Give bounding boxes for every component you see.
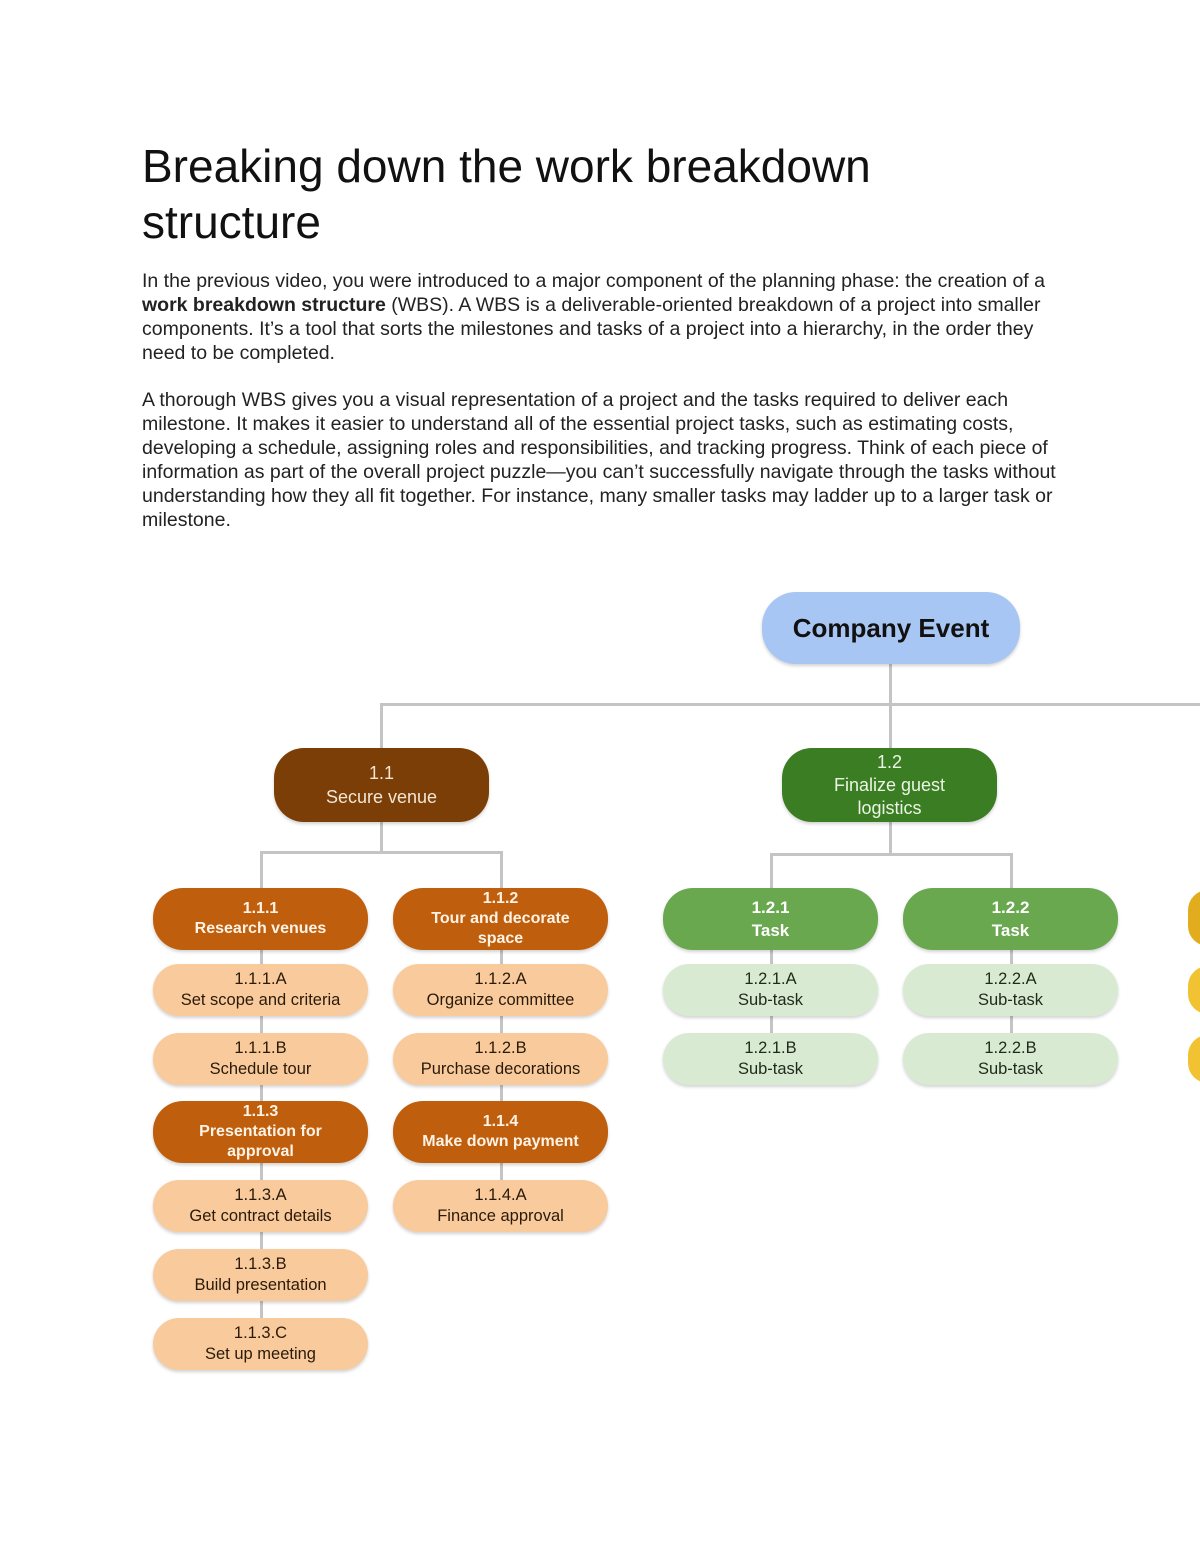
node-1-1-3-c [153, 1318, 368, 1370]
node-1-1-3 [153, 1101, 368, 1163]
connector [500, 851, 503, 889]
node-label: Set up meeting [205, 1345, 316, 1363]
node-1-2-1 [663, 888, 878, 950]
intro-text-start: In the previous video, you were introduced to a major component of the planning phase: the creation of a [142, 270, 1045, 292]
node-label: Make down payment [422, 1133, 579, 1150]
node-label: Finalize guest logistics [833, 774, 946, 818]
node-label: Set scope and criteria [180, 991, 341, 1009]
cutoff-node [1188, 1035, 1200, 1083]
page-title: Breaking down the work breakdown structure [142, 140, 871, 248]
node-label: Task [751, 921, 790, 940]
node-label: Organize committee [426, 991, 575, 1009]
node-id: 1.1.3 [242, 1103, 279, 1120]
node-id: 1.1.4 [482, 1113, 519, 1130]
wbs-term: work breakdown structure [142, 294, 386, 316]
node-1-1-1-a [153, 964, 368, 1016]
node-id: 1.1.2.A [474, 970, 527, 988]
node-label: Schedule tour [209, 1060, 312, 1078]
cutoff-node [1188, 966, 1200, 1014]
cutoff-node [1188, 890, 1200, 946]
wbs-diagram [0, 570, 1200, 1410]
connector [380, 820, 383, 852]
node-1-2-2-a [903, 964, 1118, 1016]
node-id: 1.1.1 [242, 900, 279, 917]
connector [260, 851, 503, 854]
connector [770, 853, 1013, 856]
connector [380, 703, 1200, 706]
node-label: Tour and decorate space [431, 910, 570, 947]
node-1-1-4 [393, 1101, 608, 1163]
intro-text-end: (WBS). A WBS is a deliverable-oriented breakdown of a project into smaller components. It’s a tool that sorts the milestones and tasks of a project into a hierarchy, in the order they need to be completed. [142, 294, 1041, 364]
node-1-1-2-b [393, 1033, 608, 1085]
node-label: Research venues [194, 920, 327, 937]
node-id: 1.1.4.A [474, 1186, 527, 1204]
node-id: 1.1.3.B [234, 1255, 287, 1273]
node-id: 1.2.1 [751, 898, 790, 917]
node-1-1 [274, 748, 489, 822]
connector [770, 853, 773, 889]
node-1-1-3-a [153, 1180, 368, 1232]
node-id: 1.1 [368, 763, 395, 783]
node-1-1-2 [393, 888, 608, 950]
node-label: Sub-task [977, 991, 1044, 1009]
node-id: 1.1.3.C [233, 1324, 288, 1342]
connector [1010, 853, 1013, 889]
node-id: 1.1.2 [482, 890, 519, 907]
connector [380, 703, 383, 748]
intro-paragraph [142, 269, 1062, 365]
node-label: Sub-task [737, 991, 804, 1009]
node-1-1-4-a [393, 1180, 608, 1232]
node-id: 1.2 [876, 751, 903, 772]
node-1-2-1-b [663, 1033, 878, 1085]
node-1-2-1-a [663, 964, 878, 1016]
node-1-1-1 [153, 888, 368, 950]
node-id: 1.2.1.B [744, 1039, 797, 1057]
node-id: 1.2.1.A [744, 970, 797, 988]
connector [260, 851, 263, 889]
node-label: Sub-task [977, 1060, 1044, 1078]
node-id: 1.2.2.B [984, 1039, 1037, 1057]
node-1-2 [782, 748, 997, 822]
node-id: 1.1.1.B [234, 1039, 287, 1057]
node-company-event [762, 592, 1020, 664]
node-1-2-2 [903, 888, 1118, 950]
node-1-1-1-b [153, 1033, 368, 1085]
node-label: Get contract details [189, 1207, 332, 1225]
node-1-1-2-a [393, 964, 608, 1016]
connector [889, 822, 892, 854]
node-id: 1.1.2.B [474, 1039, 527, 1057]
node-label: Purchase decorations [420, 1060, 581, 1078]
node-label: Finance approval [437, 1207, 564, 1225]
node-label: Company Event [792, 612, 990, 643]
node-label: Sub-task [737, 1060, 804, 1078]
node-1-1-3-b [153, 1249, 368, 1301]
node-id: 1.2.2.A [984, 970, 1037, 988]
node-label: Secure venue [325, 787, 438, 807]
node-label: Task [991, 921, 1030, 940]
node-label: Build presentation [194, 1276, 327, 1294]
node-id: 1.1.3.A [234, 1186, 287, 1204]
node-label: Presentation for approval [199, 1123, 322, 1160]
body-paragraph: A thorough WBS gives you a visual representation of a project and the tasks required to deliver each milestone. It makes it easier to understand all of the essential project tasks, such as estimating costs, developing a schedule, assigning roles and responsibilities, and tracking progress. Think of each piece of information as part of the overall project puzzle—you can’t successfully navigate through the tasks without understanding how they all fit together. For instance, many smaller tasks may ladder up to a larger task or milestone. [142, 389, 1056, 531]
node-1-2-2-b [903, 1033, 1118, 1085]
node-id: 1.2.2 [991, 898, 1030, 917]
node-id: 1.1.1.A [234, 970, 287, 988]
